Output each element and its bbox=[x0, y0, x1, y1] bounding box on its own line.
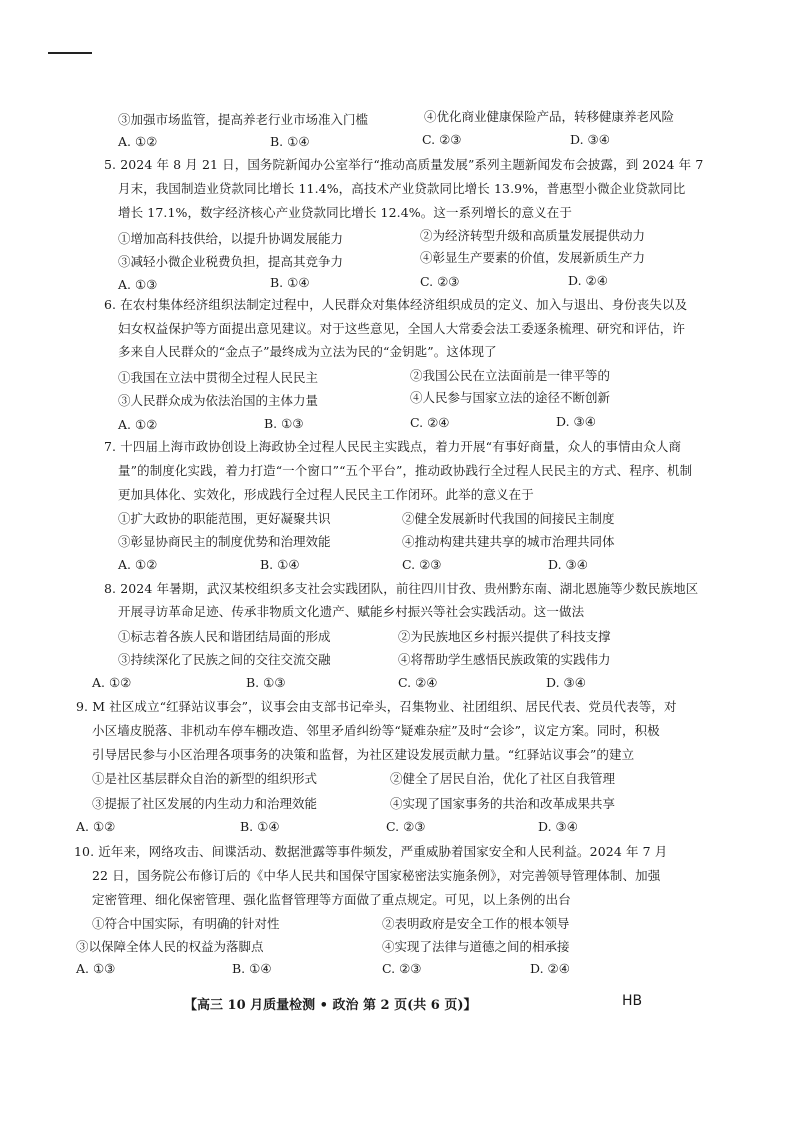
q7-option-1: ①扩大政协的职能范围，更好凝聚共识 bbox=[118, 511, 331, 526]
q9-stem-line-3: 引导居民参与小区治理各项事务的决策和监督，为社区建设发展贡献力量。“红驿站议事会”的建立 bbox=[92, 747, 635, 762]
q7-stem-line-1: 7. 十四届上海市政协创设上海政协全过程人民民主实践点，着力开展“有事好商量，众人的事情由众人商 bbox=[104, 439, 682, 454]
q6-stem-line-2: 妇女权益保护等方面提出意见建议。对于这些意见，全国人大常委会法工委逐条梳理、研究和评估，许 bbox=[118, 321, 686, 336]
q6-option-2: ②我国公民在立法面前是一律平等的 bbox=[410, 368, 611, 383]
q4-answer-a: A. ①② bbox=[118, 134, 158, 149]
q5-stem-line-2: 月末，我国制造业贷款同比增长 11.4%，高技术产业贷款同比增长 13.9%，普惠型小微企业贷款同比 bbox=[118, 181, 686, 196]
q6-answer-d: D. ③④ bbox=[556, 414, 596, 429]
q6-stem-line-1: 6. 在农村集体经济组织法制定过程中，人民群众对集体经济组织成员的定义、加入与退出、身份丧失以及 bbox=[104, 297, 688, 312]
q7-answer-a: A. ①② bbox=[118, 557, 158, 572]
q7-stem-line-3: 更加具体化、实效化，形成践行全过程人民民主工作闭环。此举的意义在于 bbox=[118, 487, 534, 502]
q8-stem-line-2: 开展寻访革命足迹、传承非物质文化遗产、赋能乡村振兴等社会实践活动。这一做法 bbox=[118, 604, 585, 619]
q9-answer-a: A. ①② bbox=[76, 819, 116, 834]
q10-answer-d: D. ②④ bbox=[530, 961, 570, 976]
q5-answer-c: C. ②③ bbox=[420, 274, 460, 289]
q5-answer-b: B. ①④ bbox=[270, 275, 310, 290]
q9-stem-line-2: 小区墙皮脱落、非机动车停车棚改造、邻里矛盾纠纷等“疑难杂症”及时“会诊”，议定方案。同时，积极 bbox=[92, 723, 660, 738]
q10-option-3: ③以保障全体人民的权益为落脚点 bbox=[76, 939, 264, 954]
q4-answer-b: B. ①④ bbox=[270, 134, 310, 149]
q7-option-4: ④推动构建共建共享的城市治理共同体 bbox=[402, 534, 615, 549]
q10-option-1: ①符合中国实际，有明确的针对性 bbox=[92, 916, 280, 931]
q5-stem-line-3: 增长 17.1%，数字经济核心产业贷款同比增长 12.4%。这一系列增长的意义在于 bbox=[118, 205, 572, 220]
q4-answer-d: D. ③④ bbox=[570, 132, 610, 147]
q8-answer-b: B. ①③ bbox=[246, 675, 286, 690]
q10-option-2: ②表明政府是安全工作的根本领导 bbox=[382, 916, 570, 931]
q10-answer-b: B. ①④ bbox=[232, 961, 272, 976]
q10-stem-line-1: 10. 近年来，网络攻击、间谍活动、数据泄露等事件频发，严重威胁着国家安全和人民利益。2024 年 7 月 bbox=[74, 844, 668, 859]
q7-option-3: ③彰显协商民主的制度优势和治理效能 bbox=[118, 534, 331, 549]
q5-answer-d: D. ②④ bbox=[568, 273, 608, 288]
q6-answer-b: B. ①③ bbox=[264, 416, 304, 431]
q7-stem-line-2: 量”的制度化实践，着力打造“一个窗口”“五个平台”，推动政协践行全过程人民民主的方式、程序、机制 bbox=[118, 463, 693, 478]
q7-answer-d: D. ③④ bbox=[548, 557, 588, 572]
q9-answer-c: C. ②③ bbox=[386, 819, 426, 834]
q6-answer-a: A. ①② bbox=[118, 417, 158, 432]
q6-option-3: ③人民群众成为依法治国的主体力量 bbox=[118, 393, 319, 408]
q10-answer-a: A. ①③ bbox=[76, 961, 116, 976]
q6-answer-c: C. ②④ bbox=[410, 415, 450, 430]
q7-answer-b: B. ①④ bbox=[260, 557, 300, 572]
q10-answer-c: C. ②③ bbox=[382, 961, 422, 976]
q9-stem-line-1: 9. M 社区成立“红驿站议事会”，议事会由支部书记牵头，召集物业、社团组织、居民代表、党员代表等，对 bbox=[76, 699, 677, 714]
q9-option-2: ②健全了居民自治，优化了社区自我管理 bbox=[390, 771, 616, 786]
q9-option-3: ③提振了社区发展的内生动力和治理效能 bbox=[92, 796, 318, 811]
page-footer: 【高三 10 月质量检测 • 政治 第 2 页(共 6 页)】 bbox=[184, 998, 477, 1013]
q9-option-4: ④实现了国家事务的共治和改革成果共享 bbox=[390, 796, 616, 811]
q4-option-3: ③加强市场监管，提高养老行业市场准入门槛 bbox=[118, 112, 369, 127]
q8-option-3: ③持续深化了民族之间的交往交流交融 bbox=[118, 652, 331, 667]
exam-code: HB bbox=[622, 993, 643, 1009]
q5-option-1: ①增加高科技供给，以提升协调发展能力 bbox=[118, 231, 344, 246]
q5-option-3: ③减轻小微企业税费负担，提高其竞争力 bbox=[118, 254, 344, 269]
q8-stem-line-1: 8. 2024 年暑期，武汉某校组织多支社会实践团队，前往四川甘孜、贵州黔东南、湖北恩施等少数民族地区 bbox=[104, 581, 699, 596]
q10-stem-line-3: 定密管理、细化保密管理、强化监督管理等方面做了重点规定。可见，以上条例的出台 bbox=[92, 892, 571, 907]
q9-answer-b: B. ①④ bbox=[240, 819, 280, 834]
q8-answer-c: C. ②④ bbox=[398, 675, 438, 690]
q5-stem-line-1: 5. 2024 年 8 月 21 日，国务院新闻办公室举行“推动高质量发展”系列主题新闻发布会披露，到 2024 年 7 bbox=[104, 157, 704, 172]
q6-stem-line-3: 多来自人民群众的“金点子”最终成为立法为民的“金钥匙”。这体现了 bbox=[118, 344, 497, 359]
q6-option-4: ④人民参与国家立法的途径不断创新 bbox=[410, 390, 611, 405]
q10-stem-line-2: 22 日，国务院公布修订后的《中华人民共和国保守国家秘密法实施条例》，对完善领导管理体制、加强 bbox=[92, 868, 661, 883]
q5-answer-a: A. ①③ bbox=[118, 277, 158, 292]
q5-option-4: ④彰显生产要素的价值，发展新质生产力 bbox=[420, 250, 646, 265]
q8-option-4: ④将帮助学生感悟民族政策的实践伟力 bbox=[398, 652, 611, 667]
q4-answer-c: C. ②③ bbox=[422, 132, 462, 147]
q8-answer-a: A. ①② bbox=[92, 675, 132, 690]
header-rule bbox=[48, 52, 92, 54]
q8-answer-d: D. ③④ bbox=[546, 675, 586, 690]
q9-answer-d: D. ③④ bbox=[538, 819, 578, 834]
q7-option-2: ②健全发展新时代我国的间接民主制度 bbox=[402, 511, 615, 526]
q7-answer-c: C. ②③ bbox=[402, 557, 442, 572]
q5-option-2: ②为经济转型升级和高质量发展提供动力 bbox=[420, 228, 646, 243]
q6-option-1: ①我国在立法中贯彻全过程人民民主 bbox=[118, 370, 319, 385]
q8-option-1: ①标志着各族人民和谐团结局面的形成 bbox=[118, 629, 331, 644]
q9-option-1: ①是社区基层群众自治的新型的组织形式 bbox=[92, 771, 318, 786]
q8-option-2: ②为民族地区乡村振兴提供了科技支撑 bbox=[398, 629, 611, 644]
q10-option-4: ④实现了法律与道德之间的相承接 bbox=[382, 939, 570, 954]
q4-option-4: ④优化商业健康保险产品，转移健康养老风险 bbox=[424, 109, 675, 124]
